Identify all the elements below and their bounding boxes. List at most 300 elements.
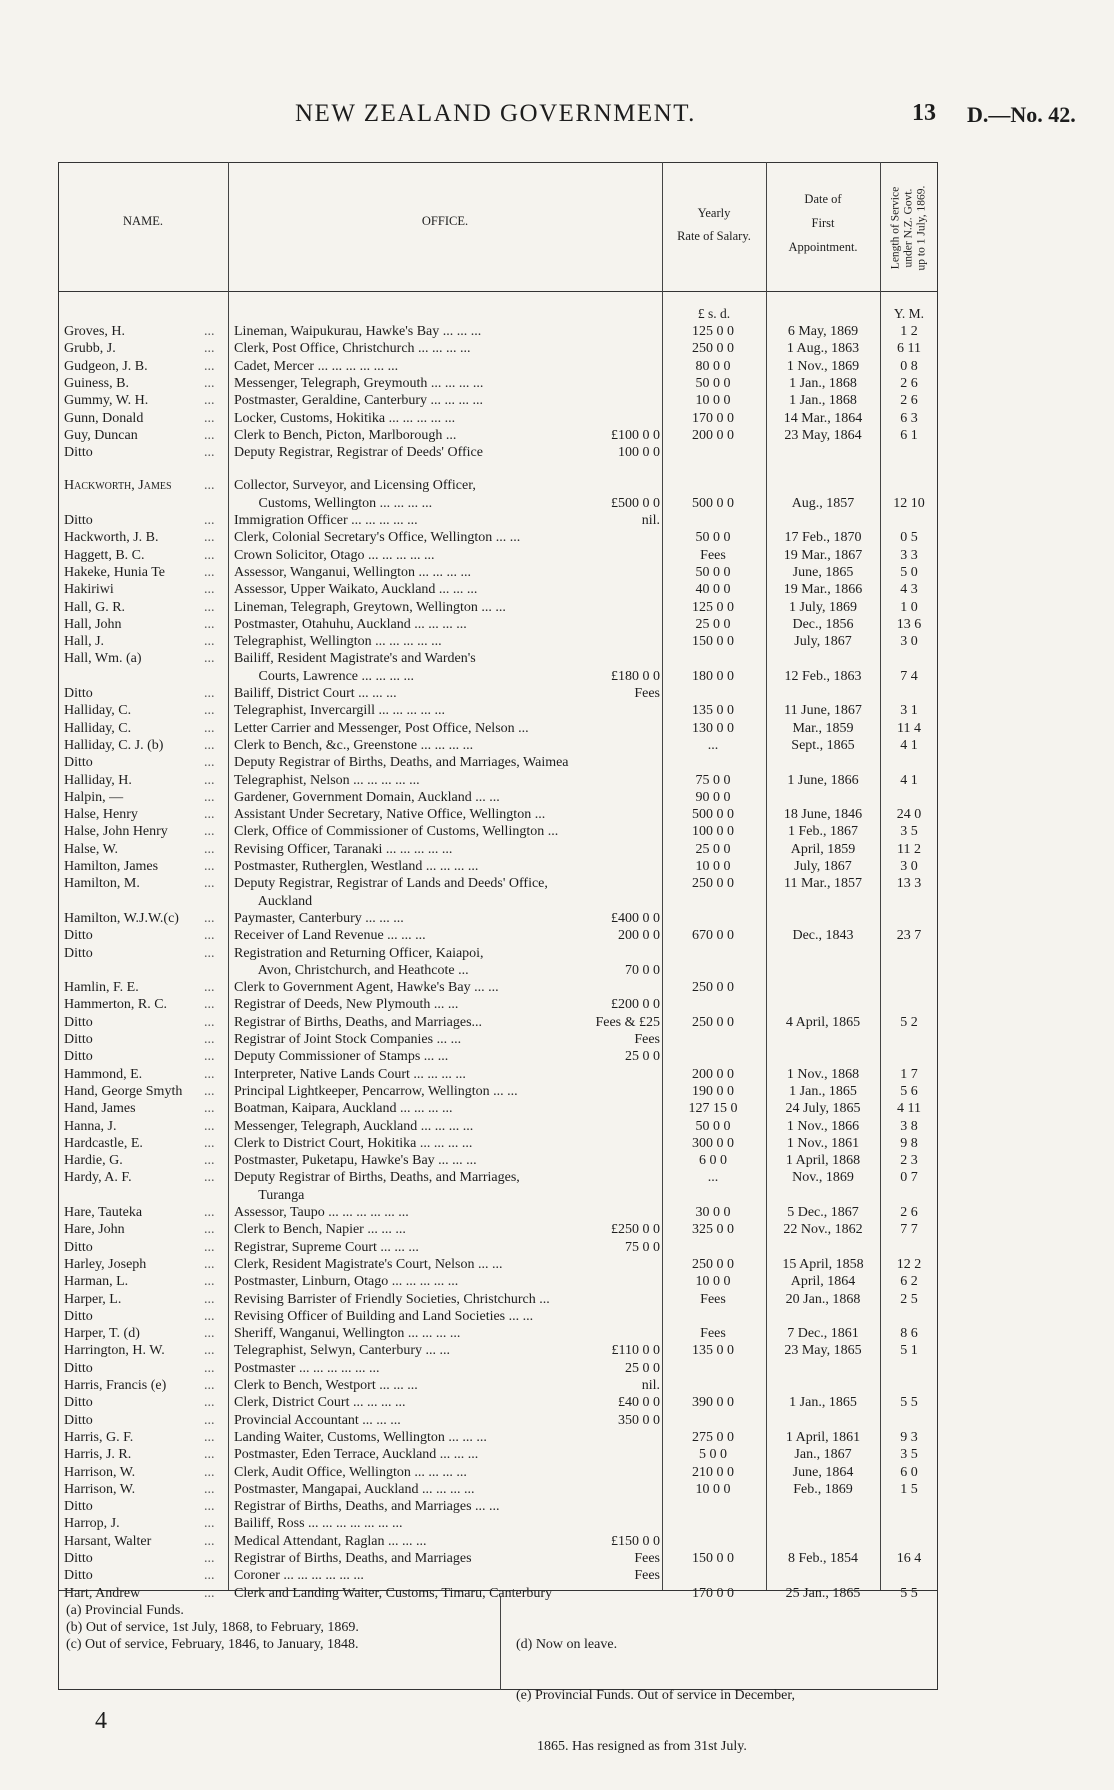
cell-length: 23 7 [896,928,922,944]
leader-dots: ... [204,375,215,391]
table-row [0,1446,1114,1463]
table-row [0,962,1114,979]
cell-length: 6 3 [900,410,918,426]
cell-office: Registrar of Births, Deaths, and Marriages ... ... [234,1499,500,1515]
cell-salary: 200 0 0 [692,427,734,443]
cell-office: Telegraphist, Invercargill ... ... ... ... ... [234,703,446,719]
cell-length: 24 0 [896,807,922,823]
cell-office: Immigration Officer ... ... ... ... ... [234,513,418,528]
cell-length: 1 5 [900,1481,918,1497]
cell-name: Groves, H. [64,324,126,339]
cell-salary: 127 15 0 [688,1101,738,1117]
cell-length: 6 0 [900,1464,918,1480]
table-row [0,1031,1114,1048]
cell-length: 9 8 [900,1135,918,1151]
cell-office: Provincial Accountant ... ... ... [234,1412,401,1428]
leader-dots: ... [204,478,215,494]
cell-name: Hamilton, M. [64,876,140,892]
cell-name: Halse, John Henry [64,824,168,840]
cell-part-salary: 350 0 0 [618,1412,660,1428]
cell-date: 5 Dec., 1867 [787,1205,859,1220]
table-row [0,1515,1114,1532]
table-row [0,581,1114,598]
table-row [0,823,1114,840]
leader-dots: ... [204,1360,215,1376]
cell-salary: 10 0 0 [695,393,731,409]
cell-date: 11 Mar., 1857 [783,876,863,892]
table-row [0,1014,1114,1031]
table-row [0,564,1114,581]
cell-office: Clerk to Government Agent, Hawke's Bay ... ... [234,980,499,996]
cell-part-salary: £150 0 0 [611,1533,660,1549]
cell-name: Gummy, W. H. [64,393,149,409]
cell-part-salary: £40 0 0 [618,1395,660,1411]
cell-part-salary: Fees [634,1551,660,1566]
cell-length: 3 3 [900,547,918,563]
cell-name: Ditto [64,686,93,701]
cell-office: Lineman, Waipukurau, Hawke's Bay ... ... ... [234,324,482,339]
footnote-b: (b) Out of service, 1st July, 1868, to February, 1869. [66,1620,359,1635]
cell-salary: Fees [700,1291,726,1307]
table-row [0,1118,1114,1135]
cell-office: Postmaster ... ... ... ... ... ... [234,1360,380,1376]
table-row [0,1273,1114,1290]
leader-dots: ... [204,1429,215,1445]
cell-name: Harsant, Walter [64,1533,152,1549]
cell-salary: 325 0 0 [692,1222,734,1238]
cell-date: Feb., 1869 [793,1481,853,1497]
leader-dots: ... [204,1395,215,1411]
cell-date: 1 June, 1866 [787,772,859,788]
table-row [0,444,1114,461]
cell-office: Medical Attendant, Raglan ... ... ... [234,1533,427,1549]
cell-date: 1 Jan., 1865 [789,1083,857,1099]
cell-name: Hall, J. [64,634,105,650]
table-row [0,1464,1114,1481]
cell-office: Assessor, Taupo ... ... ... ... ... ... [234,1205,409,1220]
column-header-name-label: NAME. [123,214,163,228]
table-row [0,1083,1114,1100]
cell-office: Postmaster, Rutherglen, Westland ... ... ... ... [234,859,479,874]
cell-office: Cadet, Mercer ... ... ... ... ... ... [234,358,399,374]
cell-length: 5 1 [900,1343,918,1359]
cell-date: 1 April, 1861 [785,1429,861,1445]
cell-name: Guiness, B. [64,375,129,391]
cell-date: 18 June, 1846 [783,807,863,823]
cell-date: July, 1867 [794,859,852,874]
cell-office: Telegraphist, Wellington ... ... ... ... ... [234,634,442,650]
cell-length: 6 2 [900,1274,918,1290]
cell-length: 8 6 [900,1326,918,1342]
cell-office: Registrar of Joint Stock Companies ... ... [234,1032,462,1047]
cell-office: Clerk to Bench, &c., Greenstone ... ... ... ... [234,737,474,753]
cell-date: 12 Feb., 1863 [784,668,862,684]
leader-dots: ... [204,445,215,461]
cell-date: June, 1864 [792,1464,854,1480]
leader-dots: ... [204,393,215,409]
cell-office: Boatman, Kaipara, Auckland ... ... ... ... [234,1101,453,1117]
cell-name: Haggett, B. C. [64,547,145,563]
leader-dots: ... [204,582,215,598]
cell-name: Hare, Tauteka [64,1205,143,1220]
cell-length: 5 5 [900,1585,918,1601]
cell-name: Halliday, C. [64,720,132,736]
cell-length: 7 4 [900,668,918,684]
table-row [0,1239,1114,1256]
cell-date: 1 April, 1868 [785,1153,861,1169]
cell-part-salary: nil. [641,1378,660,1393]
table-row [0,392,1114,409]
cell-length: 3 1 [900,703,918,719]
cell-part-salary: 25 0 0 [625,1360,660,1376]
leader-dots: ... [204,1170,215,1186]
cell-date: April, 1859 [790,841,856,857]
table-row [0,650,1114,667]
table-row [0,1377,1114,1394]
leader-dots: ... [204,1551,215,1566]
cell-salary: 6 0 0 [699,1153,727,1169]
cell-date: Nov., 1869 [792,1170,854,1186]
cell-date: Aug., 1857 [791,495,855,511]
cell-office: Receiver of Land Revenue ... ... ... [234,928,426,944]
cell-length: 2 6 [900,1205,918,1220]
cell-salary: 390 0 0 [692,1395,734,1411]
cell-salary: 135 0 0 [692,703,734,719]
cell-length: 13 3 [896,876,922,892]
leader-dots: ... [204,1585,215,1601]
column-header-date [766,162,880,292]
cell-name: Ditto [64,1239,93,1255]
cell-salary: Fees [700,1326,726,1342]
cell-name: Halpin, — [64,789,124,805]
leader-dots: ... [204,1032,215,1047]
table-row [0,668,1114,685]
table-row [0,1066,1114,1083]
leader-dots: ... [204,1326,215,1342]
cell-name: Gudgeon, J. B. [64,358,148,374]
column-header-date-line1: Date of [804,192,842,206]
cell-length: 2 5 [900,1291,918,1307]
column-header-office [228,162,662,292]
cell-office: Postmaster, Geraldine, Canterbury ... ... ... ... [234,393,484,409]
cell-name: Gunn, Donald [64,410,144,426]
table-row [0,754,1114,771]
cell-office: Registration and Returning Officer, Kaiapoi, [234,945,484,961]
leader-dots: ... [204,1066,215,1082]
cell-date: 23 May, 1864 [784,427,862,443]
table-row [0,685,1114,702]
cell-part-salary: 70 0 0 [625,962,660,978]
cell-length: 9 3 [900,1429,918,1445]
cell-office: Deputy Registrar, Registrar of Deeds' Office [234,445,483,461]
leader-dots: ... [204,703,215,719]
cell-length: 1 0 [900,599,918,615]
cell-length: 6 1 [900,427,918,443]
footnotes-right [516,1602,795,1772]
table-row [0,979,1114,996]
cell-name: Harrington, H. W. [64,1343,165,1359]
cell-office: Auckland [234,893,313,909]
leader-dots: ... [204,341,215,357]
cell-length: 3 0 [900,634,918,650]
leader-dots: ... [204,928,215,944]
cell-salary: 500 0 0 [692,807,734,823]
column-header-date-line2: First [811,216,835,230]
cell-office: Clerk, Post Office, Christchurch ... ... ... ... [234,341,471,357]
cell-length: 2 3 [900,1153,918,1169]
cell-office: Clerk to Bench, Picton, Marlborough ... [234,427,457,443]
leader-dots: ... [204,324,215,339]
table-row [0,1048,1114,1065]
leader-dots: ... [204,1135,215,1151]
cell-name: Ditto [64,1014,93,1030]
cell-office: Clerk, Resident Magistrate's Court, Nelson ... ... [234,1256,503,1272]
cell-part-salary: 75 0 0 [625,1239,660,1255]
column-header-name [58,162,228,292]
cell-office: Clerk to Bench, Westport ... ... ... [234,1378,418,1393]
cell-date: Mar., 1859 [792,720,854,736]
cell-date: 1 Jan., 1865 [789,1395,857,1411]
table-row [0,927,1114,944]
cell-salary: 250 0 0 [692,341,734,357]
cell-salary: 25 0 0 [695,841,731,857]
cell-office: Bailiff, Ross ... ... ... ... ... ... ... [234,1516,403,1532]
leader-dots: ... [204,1464,215,1480]
cell-office: Locker, Customs, Hokitika ... ... ... ... ... [234,410,456,426]
cell-length: 2 6 [900,393,918,409]
cell-date: 22 Nov., 1862 [783,1222,863,1238]
cell-date: 15 April, 1858 [782,1256,864,1272]
leader-dots: ... [204,1014,215,1030]
cell-office: Gardener, Government Domain, Auckland ... ... [234,789,500,805]
cell-office: Deputy Registrar of Births, Deaths, and Marriages, [234,1170,520,1186]
leader-dots: ... [204,841,215,857]
leader-dots: ... [204,427,215,443]
cell-part-salary: £250 0 0 [611,1222,660,1238]
cell-length: 0 8 [900,358,918,374]
cell-date: 19 Mar., 1867 [783,547,863,563]
cell-salary: 75 0 0 [695,772,731,788]
leader-dots: ... [204,824,215,840]
cell-date: July, 1867 [794,634,852,650]
cell-length: 3 5 [900,1447,918,1463]
leader-dots: ... [204,1239,215,1255]
cell-length: 3 0 [900,859,918,874]
table-row [0,1169,1114,1186]
cell-office: Paymaster, Canterbury ... ... ... [234,910,404,926]
leader-dots: ... [204,564,215,580]
cell-office: Crown Solicitor, Otago ... ... ... ... ... [234,547,435,563]
cell-name: Hamlin, F. E. [64,980,139,996]
cell-office: Revising Barrister of Friendly Societies, Christchurch ... [234,1291,550,1307]
leader-dots: ... [204,1153,215,1169]
cell-name: Harris, Francis (e) [64,1378,167,1393]
leader-dots: ... [204,513,215,528]
cell-name: Harper, T. (d) [64,1326,140,1342]
cell-date: 1 Nov., 1866 [786,1118,860,1134]
cell-salary: 275 0 0 [692,1429,734,1445]
cell-office: Turanga [234,1187,305,1203]
leader-dots: ... [204,910,215,926]
cell-salary: 30 0 0 [695,1205,731,1220]
leader-dots: ... [204,599,215,615]
cell-length: 2 6 [900,375,918,391]
table-row [0,616,1114,633]
table-row [0,1481,1114,1498]
cell-office: Registrar of Deeds, New Plymouth ... ... [234,997,459,1013]
leader-dots: ... [204,686,215,701]
cell-salary: 50 0 0 [695,564,731,580]
leader-dots: ... [204,737,215,753]
page-number: 13 [912,100,936,126]
leader-dots: ... [204,530,215,546]
cell-salary: 670 0 0 [692,928,734,944]
table-row [0,340,1114,357]
cell-date: 6 May, 1869 [787,324,859,339]
cell-office: Postmaster, Mangapai, Auckland ... ... ... ... [234,1481,475,1497]
cell-name: Ditto [64,1360,93,1376]
leader-dots: ... [204,1118,215,1134]
cell-salary: ... [707,737,719,753]
cell-date: 7 Dec., 1861 [787,1326,859,1342]
cell-office: Lineman, Telegraph, Greytown, Wellington ... ... [234,599,506,615]
cell-name: Ditto [64,945,93,961]
table-row [0,858,1114,875]
column-header-salary-line2: Rate of Salary. [677,229,751,243]
table-row [0,547,1114,564]
table-row [0,633,1114,650]
table-row [0,1429,1114,1446]
salary-units: £ s. d. [697,306,731,321]
cell-part-salary: £110 0 0 [611,1343,660,1359]
cell-date: 24 July, 1865 [785,1101,861,1117]
cell-name: Harman, L. [64,1274,129,1290]
cell-office: Telegraphist, Selwyn, Canterbury ... ... [234,1343,450,1359]
cell-name: Hamilton, W.J.W.(c) [64,910,179,926]
cell-name: Ditto [64,1412,93,1428]
cell-length: 3 5 [900,824,918,840]
footnote-a: (a) Provincial Funds. [66,1603,184,1618]
column-header-salary-line1: Yearly [697,206,731,220]
cell-part-salary: £500 0 0 [611,495,660,511]
cell-name: Ditto [64,1395,93,1411]
cell-office: Bailiff, Resident Magistrate's and Warden's [234,651,476,667]
table-row [0,1394,1114,1411]
cell-salary: 200 0 0 [692,1066,734,1082]
leader-dots: ... [204,1412,215,1428]
leader-dots: ... [204,634,215,650]
cell-salary: 150 0 0 [692,634,734,650]
table-row [0,841,1114,858]
cell-office: Clerk and Landing Waiter, Customs, Timaru, Canterbury [234,1585,553,1601]
cell-part-salary: nil. [641,513,660,528]
cell-date: 1 Jan., 1868 [789,375,857,391]
cell-length: 7 7 [900,1222,918,1238]
footnote-c: (c) Out of service, February, 1846, to January, 1848. [66,1637,359,1652]
cell-part-salary: Fees [634,1568,660,1584]
cell-date: Dec., 1843 [792,928,854,944]
column-header-length-label [881,168,937,288]
cell-name: Hackworth, James [64,478,172,494]
cell-date: 1 Nov., 1861 [786,1135,860,1151]
cell-date: 8 Feb., 1854 [788,1551,858,1566]
cell-name: Harris, G. F. [64,1429,134,1445]
cell-office: Assessor, Wanganui, Wellington ... ... ... ... [234,564,471,580]
cell-name: Hand, George Smyth [64,1083,183,1099]
leader-dots: ... [204,1049,215,1065]
cell-office: Collector, Surveyor, and Licensing Officer, [234,478,476,494]
leader-dots: ... [204,755,215,771]
footnote-e: (e) Provincial Funds. Out of service in December, [516,1688,795,1703]
table-row [0,1498,1114,1515]
leader-dots: ... [204,807,215,823]
table-row [0,772,1114,789]
leader-dots: ... [204,1516,215,1532]
cell-name: Harper, L. [64,1291,122,1307]
cell-length: 11 4 [897,720,921,736]
cell-date: Dec., 1856 [792,616,854,632]
cell-length: 4 1 [900,772,918,788]
cell-salary: 80 0 0 [695,358,731,374]
cell-length: 0 7 [900,1170,918,1186]
cell-length: 5 5 [900,1395,918,1411]
document-reference: D.—No. 42. [967,102,1076,127]
cell-salary: 50 0 0 [695,1118,731,1134]
table-row [0,529,1114,546]
cell-office: Messenger, Telegraph, Auckland ... ... ... ... [234,1118,474,1134]
cell-name: Ditto [64,1049,93,1065]
cell-office: Letter Carrier and Messenger, Post Office, Nelson ... [234,720,529,736]
leader-dots: ... [204,1222,215,1238]
table-row [0,427,1114,444]
cell-name: Hakeke, Hunia Te [64,564,166,580]
cell-name: Ditto [64,1568,93,1584]
cell-office: Coroner ... ... ... ... ... ... [234,1568,364,1584]
cell-salary: 170 0 0 [692,410,734,426]
cell-name: Ditto [64,513,93,528]
column-header-office-label: OFFICE. [421,214,469,228]
cell-name: Harley, Joseph [64,1256,147,1272]
cell-name: Ditto [64,1499,93,1515]
cell-office: Interpreter, Native Lands Court ... ... ... ... [234,1066,466,1082]
cell-name: Hakiriwi [64,582,114,598]
length-header-line2: under N.Z. Govt. [902,188,915,268]
cell-name: Harrop, J. [64,1516,120,1532]
cell-office: Postmaster, Puketapu, Hawke's Bay ... ... ... [234,1153,477,1169]
cell-name: Ditto [64,1551,93,1566]
leader-dots: ... [204,1291,215,1307]
leader-dots: ... [204,1343,215,1359]
cell-office: Messenger, Telegraph, Greymouth ... ... ... ... [234,375,484,391]
table-row [0,495,1114,512]
cell-date: 23 May, 1865 [784,1343,862,1359]
cell-office: Registrar of Births, Deaths, and Marriages [234,1551,472,1566]
table-row [0,1100,1114,1117]
table-row [0,945,1114,962]
length-header-line1: Length of Service [889,186,902,270]
page-mark: 4 [95,1708,107,1734]
cell-date: 1 July, 1869 [789,599,857,615]
leader-dots: ... [204,358,215,374]
cell-date: April, 1864 [790,1274,856,1290]
cell-office: Clerk, District Court ... ... ... ... [234,1395,406,1411]
cell-name: Hardy, A. F. [64,1170,132,1186]
table-row [0,1412,1114,1429]
cell-part-salary: Fees [634,686,660,701]
table-row [0,375,1114,392]
cell-salary: 250 0 0 [692,1014,734,1030]
cell-length: 16 4 [896,1551,922,1566]
